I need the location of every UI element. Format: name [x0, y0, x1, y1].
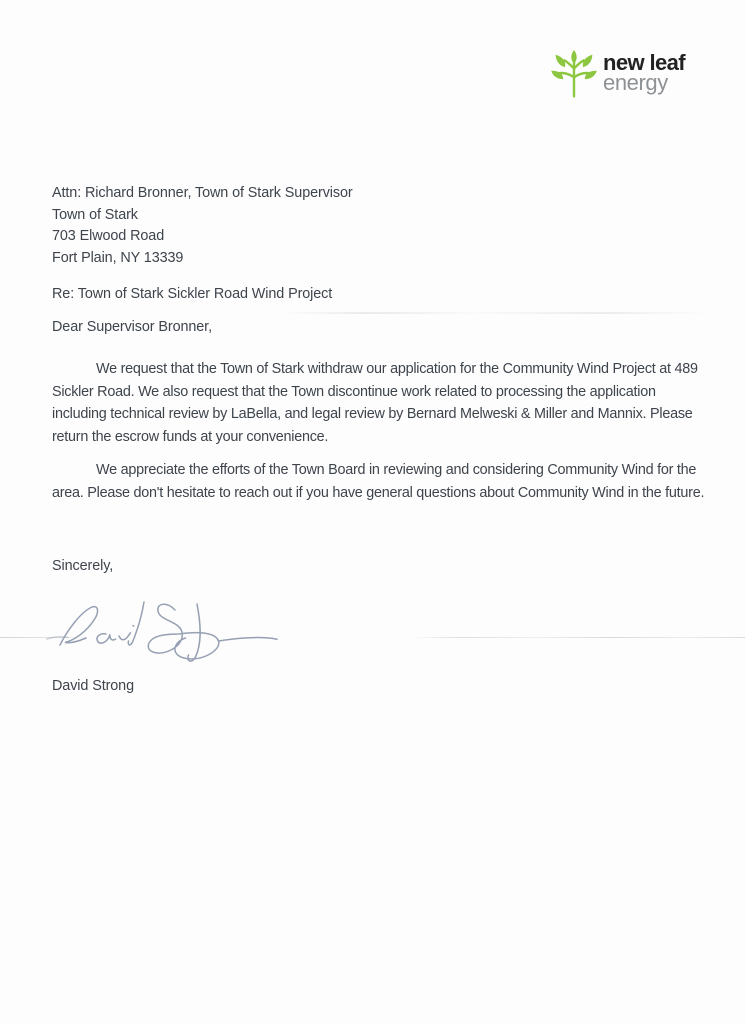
salutation: Dear Supervisor Bronner,: [52, 319, 212, 335]
signer-name: David Strong: [52, 678, 134, 694]
body-paragraph-2: We appreciate the efforts of the Town Board in reviewing and considering Community Wind for the area. Please don't hesitate to reach out if you have general questions about Community Wind in the future.: [52, 462, 705, 501]
attn-line: Attn: Richard Bronner, Town of Stark Supervisor: [52, 185, 353, 201]
scan-artifact-line: [0, 637, 745, 638]
subject-line: Re: Town of Stark Sickler Road Wind Project: [52, 286, 333, 302]
body-paragraph-1: We request that the Town of Stark withdraw our application for the Community Wind Project at 489 Sickler Road. We also request that the Town discontinue work related to processing the application including technical review by LaBella, and legal review by Bernard Melweski & Miller and Mannix. Please return the escrow funds at your convenience.: [52, 361, 698, 445]
logo-wordmark: [603, 46, 685, 93]
closing-line: Sincerely,: [52, 558, 114, 574]
handwritten-signature: [45, 594, 295, 672]
leaf-icon: [550, 48, 598, 100]
logo-sub-line: energy: [603, 70, 668, 95]
street-line: 703 Elwood Road: [52, 228, 165, 245]
scan-artifact-smudge: [280, 312, 710, 314]
company-logo: [550, 46, 685, 100]
logo-name-line: new leaf: [603, 50, 686, 75]
org-line: Town of Stark: [52, 206, 138, 223]
recipient-address-block: [52, 183, 353, 269]
city-line: Fort Plain, NY 13339: [52, 249, 184, 266]
